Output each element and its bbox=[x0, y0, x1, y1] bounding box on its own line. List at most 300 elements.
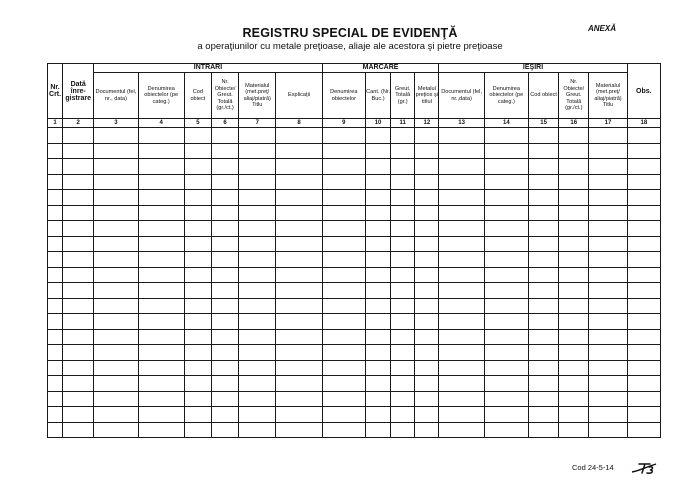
table-cell[interactable] bbox=[211, 159, 238, 175]
table-cell[interactable] bbox=[484, 407, 528, 423]
table-cell[interactable] bbox=[184, 345, 211, 361]
table-cell[interactable] bbox=[559, 376, 589, 392]
table-cell[interactable] bbox=[627, 314, 660, 330]
table-cell[interactable] bbox=[276, 143, 322, 159]
table-cell[interactable] bbox=[184, 252, 211, 268]
table-cell[interactable] bbox=[559, 360, 589, 376]
table-cell[interactable] bbox=[365, 391, 390, 407]
table-cell[interactable] bbox=[322, 283, 365, 299]
table-cell[interactable] bbox=[365, 314, 390, 330]
table-cell[interactable] bbox=[138, 314, 184, 330]
table-cell[interactable] bbox=[48, 159, 63, 175]
table-cell[interactable] bbox=[211, 314, 238, 330]
table-cell[interactable] bbox=[276, 159, 322, 175]
table-cell[interactable] bbox=[528, 252, 558, 268]
table-cell[interactable] bbox=[138, 283, 184, 299]
table-cell[interactable] bbox=[439, 252, 484, 268]
table-cell[interactable] bbox=[239, 252, 276, 268]
table-cell[interactable] bbox=[627, 422, 660, 438]
table-cell[interactable] bbox=[589, 298, 627, 314]
table-cell[interactable] bbox=[138, 329, 184, 345]
table-cell[interactable] bbox=[528, 128, 558, 144]
table-cell[interactable] bbox=[439, 205, 484, 221]
table-cell[interactable] bbox=[559, 422, 589, 438]
table-cell[interactable] bbox=[63, 221, 94, 237]
table-cell[interactable] bbox=[211, 221, 238, 237]
table-cell[interactable] bbox=[94, 252, 138, 268]
table-cell[interactable] bbox=[276, 407, 322, 423]
table-cell[interactable] bbox=[322, 236, 365, 252]
table-cell[interactable] bbox=[528, 298, 558, 314]
table-cell[interactable] bbox=[391, 345, 415, 361]
table-cell[interactable] bbox=[138, 128, 184, 144]
table-cell[interactable] bbox=[63, 298, 94, 314]
table-cell[interactable] bbox=[211, 298, 238, 314]
table-cell[interactable] bbox=[391, 205, 415, 221]
table-cell[interactable] bbox=[484, 360, 528, 376]
table-cell[interactable] bbox=[627, 159, 660, 175]
table-cell[interactable] bbox=[627, 174, 660, 190]
table-cell[interactable] bbox=[184, 174, 211, 190]
table-cell[interactable] bbox=[94, 376, 138, 392]
table-cell[interactable] bbox=[211, 143, 238, 159]
table-cell[interactable] bbox=[94, 267, 138, 283]
table-cell[interactable] bbox=[239, 422, 276, 438]
table-cell[interactable] bbox=[439, 283, 484, 299]
table-cell[interactable] bbox=[559, 128, 589, 144]
table-cell[interactable] bbox=[589, 190, 627, 206]
table-cell[interactable] bbox=[559, 298, 589, 314]
table-cell[interactable] bbox=[211, 267, 238, 283]
table-cell[interactable] bbox=[94, 221, 138, 237]
table-cell[interactable] bbox=[184, 283, 211, 299]
table-cell[interactable] bbox=[528, 407, 558, 423]
table-cell[interactable] bbox=[48, 422, 63, 438]
table-cell[interactable] bbox=[589, 236, 627, 252]
table-cell[interactable] bbox=[365, 360, 390, 376]
table-cell[interactable] bbox=[239, 267, 276, 283]
table-cell[interactable] bbox=[322, 190, 365, 206]
table-cell[interactable] bbox=[365, 143, 390, 159]
table-cell[interactable] bbox=[484, 128, 528, 144]
table-cell[interactable] bbox=[63, 314, 94, 330]
table-cell[interactable] bbox=[559, 267, 589, 283]
table-cell[interactable] bbox=[276, 267, 322, 283]
table-cell[interactable] bbox=[184, 190, 211, 206]
table-cell[interactable] bbox=[322, 159, 365, 175]
table-cell[interactable] bbox=[322, 360, 365, 376]
table-cell[interactable] bbox=[184, 128, 211, 144]
table-cell[interactable] bbox=[589, 267, 627, 283]
table-cell[interactable] bbox=[322, 422, 365, 438]
table-cell[interactable] bbox=[627, 267, 660, 283]
table-cell[interactable] bbox=[239, 345, 276, 361]
table-cell[interactable] bbox=[415, 143, 439, 159]
table-cell[interactable] bbox=[276, 329, 322, 345]
table-cell[interactable] bbox=[48, 252, 63, 268]
table-cell[interactable] bbox=[439, 422, 484, 438]
table-cell[interactable] bbox=[48, 345, 63, 361]
table-cell[interactable] bbox=[589, 143, 627, 159]
table-cell[interactable] bbox=[365, 190, 390, 206]
table-cell[interactable] bbox=[184, 267, 211, 283]
table-cell[interactable] bbox=[48, 298, 63, 314]
table-cell[interactable] bbox=[276, 174, 322, 190]
table-cell[interactable] bbox=[627, 407, 660, 423]
table-cell[interactable] bbox=[415, 407, 439, 423]
table-cell[interactable] bbox=[322, 143, 365, 159]
table-cell[interactable] bbox=[48, 283, 63, 299]
table-cell[interactable] bbox=[48, 174, 63, 190]
table-cell[interactable] bbox=[239, 376, 276, 392]
table-cell[interactable] bbox=[415, 128, 439, 144]
table-cell[interactable] bbox=[559, 221, 589, 237]
table-cell[interactable] bbox=[439, 190, 484, 206]
table-cell[interactable] bbox=[48, 267, 63, 283]
table-cell[interactable] bbox=[276, 283, 322, 299]
table-cell[interactable] bbox=[627, 236, 660, 252]
table-cell[interactable] bbox=[484, 345, 528, 361]
table-cell[interactable] bbox=[589, 407, 627, 423]
table-cell[interactable] bbox=[627, 298, 660, 314]
table-cell[interactable] bbox=[365, 159, 390, 175]
table-cell[interactable] bbox=[48, 205, 63, 221]
table-cell[interactable] bbox=[276, 221, 322, 237]
table-cell[interactable] bbox=[63, 205, 94, 221]
table-cell[interactable] bbox=[138, 174, 184, 190]
table-cell[interactable] bbox=[627, 128, 660, 144]
table-cell[interactable] bbox=[184, 298, 211, 314]
table-cell[interactable] bbox=[94, 236, 138, 252]
table-cell[interactable] bbox=[211, 236, 238, 252]
table-cell[interactable] bbox=[391, 314, 415, 330]
table-cell[interactable] bbox=[559, 391, 589, 407]
table-cell[interactable] bbox=[138, 376, 184, 392]
table-cell[interactable] bbox=[365, 376, 390, 392]
table-cell[interactable] bbox=[415, 329, 439, 345]
table-cell[interactable] bbox=[365, 267, 390, 283]
table-cell[interactable] bbox=[138, 422, 184, 438]
table-cell[interactable] bbox=[415, 252, 439, 268]
table-cell[interactable] bbox=[415, 236, 439, 252]
table-cell[interactable] bbox=[391, 221, 415, 237]
table-cell[interactable] bbox=[415, 205, 439, 221]
table-cell[interactable] bbox=[391, 128, 415, 144]
table-cell[interactable] bbox=[439, 128, 484, 144]
table-cell[interactable] bbox=[184, 391, 211, 407]
table-cell[interactable] bbox=[211, 205, 238, 221]
table-cell[interactable] bbox=[589, 345, 627, 361]
table-cell[interactable] bbox=[391, 190, 415, 206]
table-cell[interactable] bbox=[484, 422, 528, 438]
table-cell[interactable] bbox=[439, 174, 484, 190]
table-cell[interactable] bbox=[627, 329, 660, 345]
table-cell[interactable] bbox=[391, 283, 415, 299]
table-cell[interactable] bbox=[439, 143, 484, 159]
table-cell[interactable] bbox=[528, 174, 558, 190]
table-cell[interactable] bbox=[528, 283, 558, 299]
table-cell[interactable] bbox=[528, 391, 558, 407]
table-cell[interactable] bbox=[239, 283, 276, 299]
table-cell[interactable] bbox=[48, 329, 63, 345]
table-cell[interactable] bbox=[63, 252, 94, 268]
table-cell[interactable] bbox=[94, 345, 138, 361]
table-cell[interactable] bbox=[589, 252, 627, 268]
table-cell[interactable] bbox=[63, 329, 94, 345]
table-cell[interactable] bbox=[391, 360, 415, 376]
table-cell[interactable] bbox=[415, 174, 439, 190]
table-cell[interactable] bbox=[528, 422, 558, 438]
table-cell[interactable] bbox=[184, 205, 211, 221]
table-cell[interactable] bbox=[276, 205, 322, 221]
table-cell[interactable] bbox=[627, 345, 660, 361]
table-cell[interactable] bbox=[415, 298, 439, 314]
table-cell[interactable] bbox=[415, 159, 439, 175]
table-cell[interactable] bbox=[627, 283, 660, 299]
table-cell[interactable] bbox=[276, 236, 322, 252]
table-cell[interactable] bbox=[365, 236, 390, 252]
table-cell[interactable] bbox=[391, 267, 415, 283]
table-cell[interactable] bbox=[415, 190, 439, 206]
table-cell[interactable] bbox=[138, 252, 184, 268]
table-cell[interactable] bbox=[322, 345, 365, 361]
table-cell[interactable] bbox=[184, 407, 211, 423]
table-cell[interactable] bbox=[528, 376, 558, 392]
table-cell[interactable] bbox=[589, 422, 627, 438]
table-cell[interactable] bbox=[528, 267, 558, 283]
table-cell[interactable] bbox=[484, 267, 528, 283]
table-cell[interactable] bbox=[211, 407, 238, 423]
table-cell[interactable] bbox=[484, 190, 528, 206]
table-cell[interactable] bbox=[276, 128, 322, 144]
table-cell[interactable] bbox=[391, 143, 415, 159]
table-cell[interactable] bbox=[94, 391, 138, 407]
table-cell[interactable] bbox=[94, 360, 138, 376]
table-cell[interactable] bbox=[484, 391, 528, 407]
table-cell[interactable] bbox=[211, 422, 238, 438]
table-cell[interactable] bbox=[627, 252, 660, 268]
table-cell[interactable] bbox=[276, 376, 322, 392]
table-cell[interactable] bbox=[439, 407, 484, 423]
table-cell[interactable] bbox=[239, 128, 276, 144]
table-cell[interactable] bbox=[415, 283, 439, 299]
table-cell[interactable] bbox=[415, 360, 439, 376]
table-cell[interactable] bbox=[184, 360, 211, 376]
table-cell[interactable] bbox=[63, 360, 94, 376]
table-cell[interactable] bbox=[276, 190, 322, 206]
table-cell[interactable] bbox=[589, 128, 627, 144]
table-cell[interactable] bbox=[559, 190, 589, 206]
table-cell[interactable] bbox=[138, 267, 184, 283]
table-cell[interactable] bbox=[48, 221, 63, 237]
table-cell[interactable] bbox=[589, 391, 627, 407]
table-cell[interactable] bbox=[391, 422, 415, 438]
table-cell[interactable] bbox=[138, 236, 184, 252]
table-cell[interactable] bbox=[559, 283, 589, 299]
table-cell[interactable] bbox=[439, 314, 484, 330]
table-cell[interactable] bbox=[276, 314, 322, 330]
table-cell[interactable] bbox=[48, 128, 63, 144]
table-cell[interactable] bbox=[439, 298, 484, 314]
table-cell[interactable] bbox=[415, 345, 439, 361]
table-cell[interactable] bbox=[239, 143, 276, 159]
table-cell[interactable] bbox=[63, 159, 94, 175]
table-cell[interactable] bbox=[184, 221, 211, 237]
table-cell[interactable] bbox=[63, 345, 94, 361]
table-cell[interactable] bbox=[627, 391, 660, 407]
table-cell[interactable] bbox=[484, 221, 528, 237]
table-cell[interactable] bbox=[48, 143, 63, 159]
table-cell[interactable] bbox=[439, 345, 484, 361]
table-cell[interactable] bbox=[484, 159, 528, 175]
table-cell[interactable] bbox=[528, 360, 558, 376]
table-cell[interactable] bbox=[94, 174, 138, 190]
table-cell[interactable] bbox=[589, 360, 627, 376]
table-cell[interactable] bbox=[439, 236, 484, 252]
table-cell[interactable] bbox=[415, 314, 439, 330]
table-cell[interactable] bbox=[94, 329, 138, 345]
table-cell[interactable] bbox=[239, 298, 276, 314]
table-cell[interactable] bbox=[63, 267, 94, 283]
table-cell[interactable] bbox=[484, 143, 528, 159]
table-cell[interactable] bbox=[391, 252, 415, 268]
table-cell[interactable] bbox=[276, 298, 322, 314]
table-cell[interactable] bbox=[627, 205, 660, 221]
table-cell[interactable] bbox=[322, 314, 365, 330]
table-cell[interactable] bbox=[415, 221, 439, 237]
table-cell[interactable] bbox=[391, 407, 415, 423]
table-cell[interactable] bbox=[365, 174, 390, 190]
table-cell[interactable] bbox=[184, 143, 211, 159]
table-cell[interactable] bbox=[415, 391, 439, 407]
table-cell[interactable] bbox=[559, 205, 589, 221]
table-cell[interactable] bbox=[528, 190, 558, 206]
table-cell[interactable] bbox=[138, 360, 184, 376]
table-cell[interactable] bbox=[184, 159, 211, 175]
table-cell[interactable] bbox=[365, 221, 390, 237]
table-cell[interactable] bbox=[48, 236, 63, 252]
table-cell[interactable] bbox=[63, 422, 94, 438]
table-cell[interactable] bbox=[322, 298, 365, 314]
table-cell[interactable] bbox=[589, 205, 627, 221]
table-cell[interactable] bbox=[239, 236, 276, 252]
table-cell[interactable] bbox=[391, 376, 415, 392]
table-cell[interactable] bbox=[559, 329, 589, 345]
table-cell[interactable] bbox=[63, 174, 94, 190]
table-cell[interactable] bbox=[439, 360, 484, 376]
table-cell[interactable] bbox=[239, 391, 276, 407]
table-cell[interactable] bbox=[211, 128, 238, 144]
table-cell[interactable] bbox=[439, 267, 484, 283]
table-cell[interactable] bbox=[211, 283, 238, 299]
table-cell[interactable] bbox=[484, 174, 528, 190]
table-cell[interactable] bbox=[276, 252, 322, 268]
table-cell[interactable] bbox=[365, 422, 390, 438]
table-cell[interactable] bbox=[322, 329, 365, 345]
table-cell[interactable] bbox=[322, 267, 365, 283]
table-cell[interactable] bbox=[94, 205, 138, 221]
table-cell[interactable] bbox=[211, 345, 238, 361]
table-cell[interactable] bbox=[391, 329, 415, 345]
table-cell[interactable] bbox=[276, 360, 322, 376]
table-cell[interactable] bbox=[48, 190, 63, 206]
table-cell[interactable] bbox=[94, 314, 138, 330]
table-cell[interactable] bbox=[528, 221, 558, 237]
table-cell[interactable] bbox=[94, 422, 138, 438]
table-cell[interactable] bbox=[184, 314, 211, 330]
table-cell[interactable] bbox=[365, 407, 390, 423]
table-cell[interactable] bbox=[211, 174, 238, 190]
table-cell[interactable] bbox=[322, 128, 365, 144]
table-cell[interactable] bbox=[211, 190, 238, 206]
table-cell[interactable] bbox=[184, 422, 211, 438]
table-cell[interactable] bbox=[276, 422, 322, 438]
table-cell[interactable] bbox=[322, 174, 365, 190]
table-cell[interactable] bbox=[322, 407, 365, 423]
table-cell[interactable] bbox=[528, 314, 558, 330]
table-cell[interactable] bbox=[239, 174, 276, 190]
table-cell[interactable] bbox=[94, 143, 138, 159]
table-cell[interactable] bbox=[138, 391, 184, 407]
table-cell[interactable] bbox=[589, 329, 627, 345]
table-cell[interactable] bbox=[211, 252, 238, 268]
table-cell[interactable] bbox=[589, 376, 627, 392]
table-cell[interactable] bbox=[63, 190, 94, 206]
table-cell[interactable] bbox=[484, 252, 528, 268]
table-cell[interactable] bbox=[528, 143, 558, 159]
table-cell[interactable] bbox=[415, 422, 439, 438]
table-cell[interactable] bbox=[63, 283, 94, 299]
table-cell[interactable] bbox=[484, 329, 528, 345]
table-cell[interactable] bbox=[63, 407, 94, 423]
table-cell[interactable] bbox=[559, 174, 589, 190]
table-cell[interactable] bbox=[627, 376, 660, 392]
table-cell[interactable] bbox=[138, 221, 184, 237]
table-cell[interactable] bbox=[63, 391, 94, 407]
table-cell[interactable] bbox=[211, 360, 238, 376]
table-cell[interactable] bbox=[94, 407, 138, 423]
table-cell[interactable] bbox=[239, 360, 276, 376]
table-cell[interactable] bbox=[138, 159, 184, 175]
table-cell[interactable] bbox=[63, 128, 94, 144]
table-cell[interactable] bbox=[48, 407, 63, 423]
table-cell[interactable] bbox=[184, 376, 211, 392]
table-cell[interactable] bbox=[365, 205, 390, 221]
table-cell[interactable] bbox=[239, 407, 276, 423]
table-cell[interactable] bbox=[528, 345, 558, 361]
table-cell[interactable] bbox=[559, 314, 589, 330]
table-cell[interactable] bbox=[94, 298, 138, 314]
table-cell[interactable] bbox=[48, 314, 63, 330]
table-cell[interactable] bbox=[589, 159, 627, 175]
table-cell[interactable] bbox=[365, 298, 390, 314]
table-cell[interactable] bbox=[484, 236, 528, 252]
table-cell[interactable] bbox=[138, 205, 184, 221]
table-cell[interactable] bbox=[484, 314, 528, 330]
table-cell[interactable] bbox=[94, 128, 138, 144]
table-cell[interactable] bbox=[391, 298, 415, 314]
table-cell[interactable] bbox=[528, 205, 558, 221]
table-cell[interactable] bbox=[184, 329, 211, 345]
table-cell[interactable] bbox=[484, 298, 528, 314]
table-cell[interactable] bbox=[94, 190, 138, 206]
table-cell[interactable] bbox=[138, 190, 184, 206]
table-cell[interactable] bbox=[63, 236, 94, 252]
table-cell[interactable] bbox=[559, 143, 589, 159]
table-cell[interactable] bbox=[589, 283, 627, 299]
table-cell[interactable] bbox=[439, 391, 484, 407]
table-cell[interactable] bbox=[211, 376, 238, 392]
